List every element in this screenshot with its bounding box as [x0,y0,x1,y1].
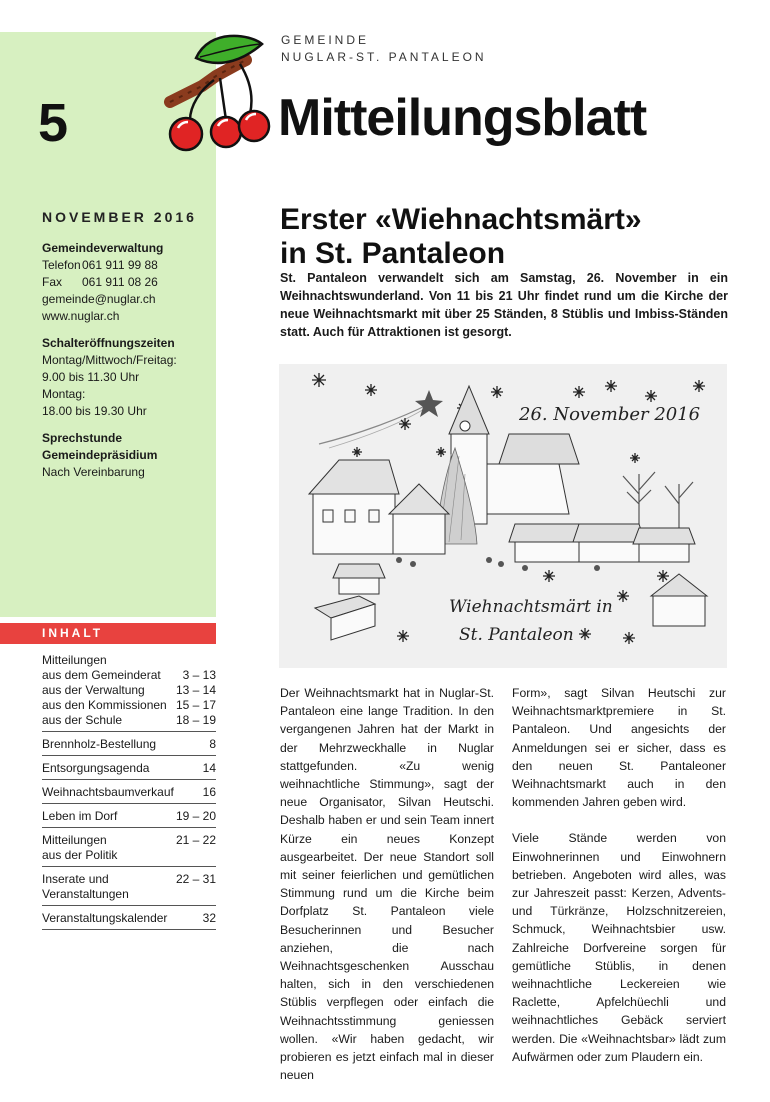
christmas-market-illustration [279,364,727,668]
article-column-1 [280,684,494,1102]
toc-label: Brennholz-Bestellung [42,737,157,751]
toc-label: aus der Verwaltung [42,683,145,697]
toc-group[interactable] [42,736,216,756]
admin-contact [42,240,163,325]
toc-group[interactable] [42,784,216,804]
admin-heading: Gemeindeverwaltung [42,241,164,255]
article-lead: St. Pantaleon verwandelt sich am Samstag, 26. November in ein Weihnachtswunderland. Von 11 bis 21 Uhr findet rund um die Kirche der neue Weihnachtsmarkt mit über 25 Ständen, 8 Stüblis und Imbiss-Ständen statt. Auch für Attraktionen ist gesorgt. [280,271,728,339]
article-paragraph: Form», sagt Silvan Heutschi zur Weihnachtsmarktpremiere in St. Pantaleon. Und angesichts der Anmeldungen sei er sicher, dass es den neuen St. Pantaleoner Weihnachtsmarkt auch in den kommenden Jahren geben wird. [512,686,726,810]
toc-label: Mitteilungen [42,653,107,667]
toc-row [42,668,216,683]
toc-group[interactable] [42,871,216,906]
toc-row [42,683,216,698]
toc-label: Inserate und [42,872,109,886]
toc-title: INHALT [42,626,104,640]
toc-page: 8 [209,737,216,751]
toc-row [42,848,216,863]
toc-group[interactable] [42,760,216,780]
hours-line: Montag: [42,387,86,401]
toc-group[interactable] [42,910,216,930]
toc-label: Veranstaltungen [42,887,129,901]
toc-row [42,872,216,887]
toc-label: aus dem Gemeinderat [42,668,161,682]
toc-page: 13 – 14 [175,683,216,697]
toc-label: Entsorgungsagenda [42,761,150,775]
toc-label: Mitteilungen [42,833,107,847]
toc-page: 21 – 22 [175,833,216,847]
phone-label: Telefon [42,258,81,272]
toc-label: Leben im Dorf [42,809,118,823]
email-link[interactable]: gemeinde@nuglar.ch [42,292,156,306]
phone-number: 061 911 99 88 [82,258,158,272]
toc-page: 18 – 19 [175,713,216,727]
web-link[interactable]: www.nuglar.ch [42,309,120,323]
issue-number: 5 [38,93,69,153]
consult-heading: Sprechstunde [42,431,123,445]
toc-page: 16 [202,785,216,799]
toc-page: 19 – 20 [175,809,216,823]
toc-label: aus der Schule [42,713,123,727]
toc-title-bar [0,623,216,644]
cherry-logo [150,30,274,158]
municipality-line2: NUGLAR-ST. PANTALEON [281,50,487,64]
toc-label: Veranstaltungskalender [42,911,168,925]
toc-row [42,785,216,800]
article-headline [280,203,750,271]
illustration-date: 26. November 2016 [519,404,701,425]
toc-row [42,833,216,848]
consult-heading: Gemeindepräsidium [42,448,158,462]
toc-row [42,761,216,776]
toc-page: 15 – 17 [175,698,216,712]
fax-label: Fax [42,275,63,289]
hours-heading: Schalteröffnungszeiten [42,336,175,350]
toc-group[interactable] [42,652,216,732]
table-of-contents [42,652,216,934]
article-paragraph: Der Weihnachtsmarkt hat in Nuglar-St. Pantaleon eine lange Tradition. In den vergangenen Jahren hat der Markt in der Mehrzweckhalle in Nuglar stattgefunden. «Zu wenig weihnachtliche Stimmung», sagt der neue Organisator, Silvan Heutschi. Deshalb haben er und sein Team innert Kürze ein neues Konzept ausgearbeitet. Der neue Standort soll mit seiner feierlichen und gemütlichen Stimmung rund um die Kirche beim Dorfplatz St. Pantaleon viele Besucherinnen und Besucher anziehen, die nach Weihnachtsgeschenken Ausschau halten, sich in den verschiedenen Stüblis verpflegen oder einfach die Weihnachtsstimmung geniessen wollen. «Wir haben gedacht, wir probieren es jetzt einfach mal in dieser neuen [280,686,494,1083]
toc-page: 22 – 31 [175,872,216,886]
toc-row [42,653,216,668]
illustration-caption-line1: Wiehnachtsmärt in [449,597,613,617]
fax-number: 061 911 08 26 [82,275,158,289]
consultation-hours [42,430,157,481]
article-paragraph: Viele Stände werden von Einwohnerinnen und Einwohnern betrieben. Angeboten wird alles, was zur Jahreszeit passt: Kerzen, Advents- und Türkränze, Holzschnitzereien, Schmuck, Weihnachtsbier usw. Zahlreiche Dorfvereine sorgen für gemütliche Stüblis, in denen weihnachtliche Leckereien wie Raclette, Apfelchüechli und weihnachtliches Gebäck serviert werden. Die «Weihnachtsbar» lädt zum Aufwärmen oder zum Plaudern ein. [512,831,726,1064]
fax-row [42,274,163,291]
article-column-2 [512,684,726,1084]
toc-row [42,887,216,902]
hours-line: 18.00 bis 19.30 Uhr [42,404,147,418]
illustration-caption-line2: St. Pantaleon [459,625,574,645]
phone-row [42,257,163,274]
opening-hours [42,335,177,420]
toc-label: aus der Politik [42,848,118,862]
hours-line: 9.00 bis 11.30 Uhr [42,370,140,384]
municipality-line1: GEMEINDE [281,33,370,47]
toc-label: aus den Kommissionen [42,698,167,712]
toc-label: Weihnachtsbaumverkauf [42,785,174,799]
toc-row [42,698,216,713]
toc-group[interactable] [42,832,216,867]
toc-page: 3 – 13 [182,668,216,682]
municipality-name [281,32,487,66]
toc-group[interactable] [42,808,216,828]
consult-text: Nach Vereinbarung [42,465,145,479]
issue-month: NOVEMBER 2016 [42,209,197,225]
toc-row [42,737,216,752]
toc-page: 32 [202,911,216,925]
hours-line: Montag/Mittwoch/Freitag: [42,353,177,367]
toc-row [42,713,216,728]
toc-page: 14 [202,761,216,775]
headline-line2: in St. Pantaleon [280,237,506,270]
headline-line1: Erster «Wiehnachtsmärt» [280,203,642,236]
page-title: Mitteilungsblatt [278,89,647,147]
toc-row [42,911,216,926]
toc-row [42,809,216,824]
